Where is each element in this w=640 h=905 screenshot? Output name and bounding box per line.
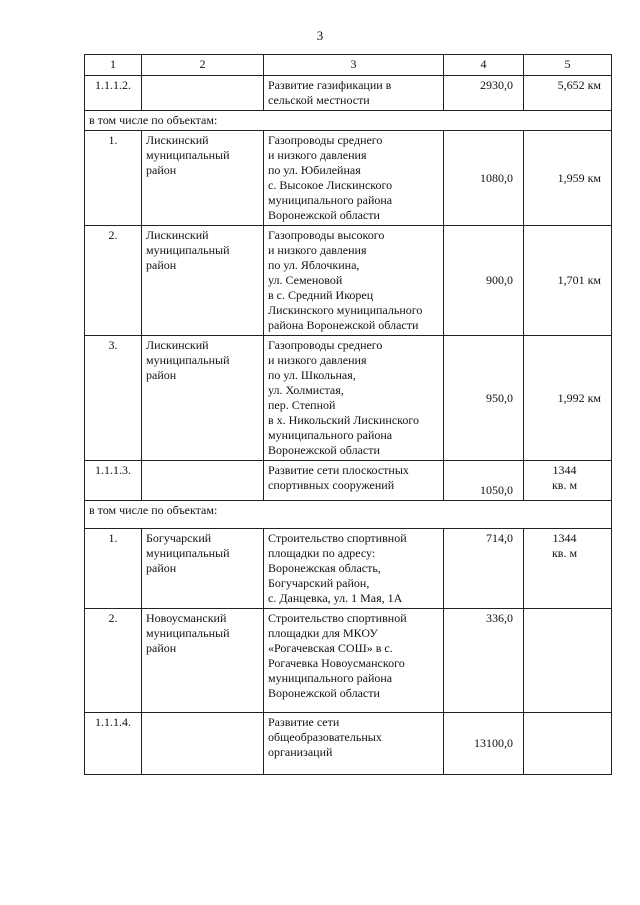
district-cell: Лискинский муниципальный район	[142, 336, 264, 461]
district-cell	[142, 713, 264, 775]
header-cell-1: 1	[85, 55, 142, 76]
row-number: 3.	[85, 336, 142, 461]
capacity-cell: 1,992 км	[524, 336, 612, 461]
amount-cell: 13100,0	[444, 713, 524, 775]
amount-cell: 2930,0	[444, 76, 524, 111]
table-row	[85, 529, 612, 609]
header-cell-2: 2	[142, 55, 264, 76]
district-cell: Новоусманский муниципальный район	[142, 609, 264, 713]
object-cell: Газопроводы высокого и низкого давления по ул. Яблочкина, ул. Семеновой в с. Средний Икорец Лискинского муниципального района Воронежской области	[264, 226, 444, 336]
row-number: 1.	[85, 529, 142, 609]
object-cell: Газопроводы среднего и низкого давления по ул. Юбилейная с. Высокое Лискинского муниципального района Воронежской области	[264, 131, 444, 226]
capacity-cell: 1,959 км	[524, 131, 612, 226]
district-cell: Лискинский муниципальный район	[142, 131, 264, 226]
table-row	[85, 226, 612, 336]
object-cell: Развитие сети общеобразовательных организаций	[264, 713, 444, 775]
object-cell: Строительство спортивной площадки для МКОУ «Рогачевская СОШ» в с. Рогачевка Новоусманского муниципального района Воронежской области	[264, 609, 444, 713]
object-cell: Развитие сети плоскостных спортивных сооружений	[264, 461, 444, 501]
district-cell	[142, 76, 264, 111]
amount-cell: 336,0	[444, 609, 524, 713]
header-row	[85, 55, 612, 76]
table-row	[85, 461, 612, 501]
table-row	[85, 131, 612, 226]
capacity-cell	[524, 713, 612, 775]
row-number: 2.	[85, 609, 142, 713]
header-cell-5: 5	[524, 55, 612, 76]
table-row	[85, 609, 612, 713]
page-number: 3	[316, 28, 324, 43]
row-number: 1.	[85, 131, 142, 226]
object-cell: Газопроводы среднего и низкого давления по ул. Школьная, ул. Холмистая, пер. Степной в х. Никольский Лискинского муниципального района Воронежской области	[264, 336, 444, 461]
table-row	[85, 76, 612, 111]
header-cell-4: 4	[444, 55, 524, 76]
capacity-cell: 1344 кв. м	[524, 529, 612, 609]
district-cell: Лискинский муниципальный район	[142, 226, 264, 336]
object-cell: Развитие газификации в сельской местности	[264, 76, 444, 111]
district-cell	[142, 461, 264, 501]
district-cell: Богучарский муниципальный район	[142, 529, 264, 609]
amount-cell: 900,0	[444, 226, 524, 336]
section-row	[85, 501, 612, 529]
row-number: 1.1.1.3.	[85, 461, 142, 501]
capacity-cell: 5,652 км	[524, 76, 612, 111]
section-row	[85, 111, 612, 131]
section-label: в том числе по объектам:	[85, 501, 612, 529]
header-cell-3: 3	[264, 55, 444, 76]
section-label: в том числе по объектам:	[85, 111, 612, 131]
table-row	[85, 713, 612, 775]
capacity-cell: 1344 кв. м	[524, 461, 612, 501]
amount-cell: 950,0	[444, 336, 524, 461]
table-row	[85, 336, 612, 461]
amount-cell: 714,0	[444, 529, 524, 609]
amount-cell: 1080,0	[444, 131, 524, 226]
row-number: 2.	[85, 226, 142, 336]
capacity-cell	[524, 609, 612, 713]
object-cell: Строительство спортивной площадки по адресу: Воронежская область, Богучарский район, с. Данцевка, ул. 1 Мая, 1А	[264, 529, 444, 609]
amount-cell: 1050,0	[444, 461, 524, 501]
row-number: 1.1.1.2.	[85, 76, 142, 111]
capacity-cell: 1,701 км	[524, 226, 612, 336]
row-number: 1.1.1.4.	[85, 713, 142, 775]
objects-table	[84, 54, 612, 775]
